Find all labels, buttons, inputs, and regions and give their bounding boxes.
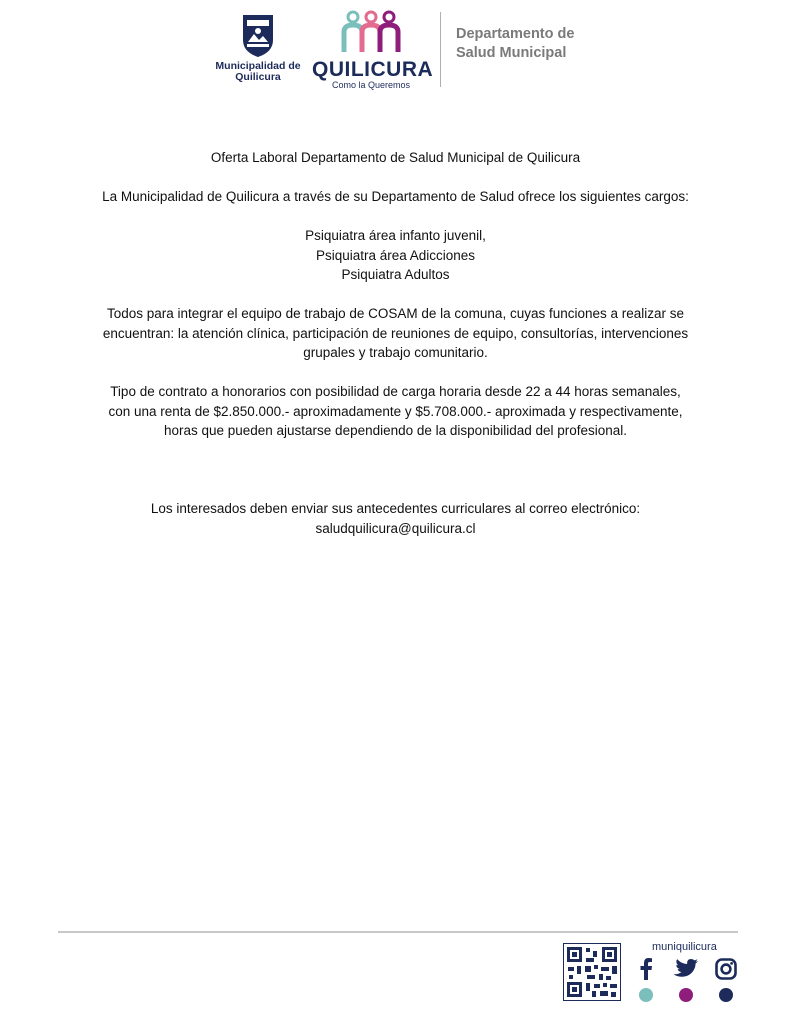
footer-divider (58, 931, 738, 933)
status-dot-teal (639, 988, 653, 1002)
apply-paragraph: Los interesados deben enviar sus antecedentes curriculares al correo electrónico: (150, 501, 641, 516)
spacer (100, 460, 691, 480)
header-divider (440, 12, 441, 87)
spacer (100, 168, 691, 188)
status-dot-purple (679, 988, 693, 1002)
spacer (100, 363, 691, 383)
municipality-logo (213, 12, 303, 83)
contact-email[interactable]: saludquilicura@quilicura.cl (315, 520, 476, 536)
functions-paragraph: Todos para integrar el equipo de trabajo de COSAM de la comuna, cuyas funciones a realizar se encuentran: la atención clínica, participación de reuniones de equipo, consultorías, intervenciones grupales y trabajo comunitario. (102, 306, 689, 360)
brand-slogan: Como la Queremos (331, 80, 411, 90)
shield-icon (240, 12, 276, 58)
qr-code-icon[interactable] (563, 943, 621, 1001)
quilicura-brand-logo (312, 10, 434, 90)
twitter-icon (673, 958, 699, 980)
brand-wordmark: QUILICURA (312, 58, 434, 81)
department-title: Departamento de Salud Municipal (456, 26, 575, 61)
twitter-link[interactable] (672, 958, 700, 1002)
spacer (100, 285, 691, 305)
contract-paragraph: Tipo de contrato a honorarios con posibilidad de carga horaria desde 22 a 44 horas semanales, con una renta de $2.850.000.- aproximadamente y $5.708.000.- aproximada y respectivamente, horas que pueden ajustarse dependiendo de la disponibilidad del profesional. (108, 384, 683, 438)
position-item: Psiquiatra área infanto juvenil, (305, 228, 486, 243)
people-icon (339, 10, 403, 54)
spacer (100, 207, 691, 227)
position-item: Psiquiatra área Adicciones (315, 247, 476, 263)
spacer (100, 441, 691, 461)
social-handle: muniquilicura (652, 941, 717, 953)
letterhead (0, 10, 791, 95)
status-dot-navy (719, 988, 733, 1002)
municipality-name: Municipalidad de Quilicura (215, 60, 301, 83)
instagram-link[interactable] (712, 958, 740, 1002)
document-title: Oferta Laboral Departamento de Salud Municipal de Quilicura (210, 150, 581, 165)
facebook-link[interactable] (632, 958, 660, 1002)
spacer (100, 480, 691, 500)
position-item: Psiquiatra Adultos (341, 267, 450, 282)
document-body (100, 148, 691, 538)
instagram-icon (715, 958, 737, 980)
facebook-icon (638, 958, 654, 980)
intro-paragraph: La Municipalidad de Quilicura a través de su Departamento de Salud ofrece los siguientes cargos: (102, 189, 689, 204)
